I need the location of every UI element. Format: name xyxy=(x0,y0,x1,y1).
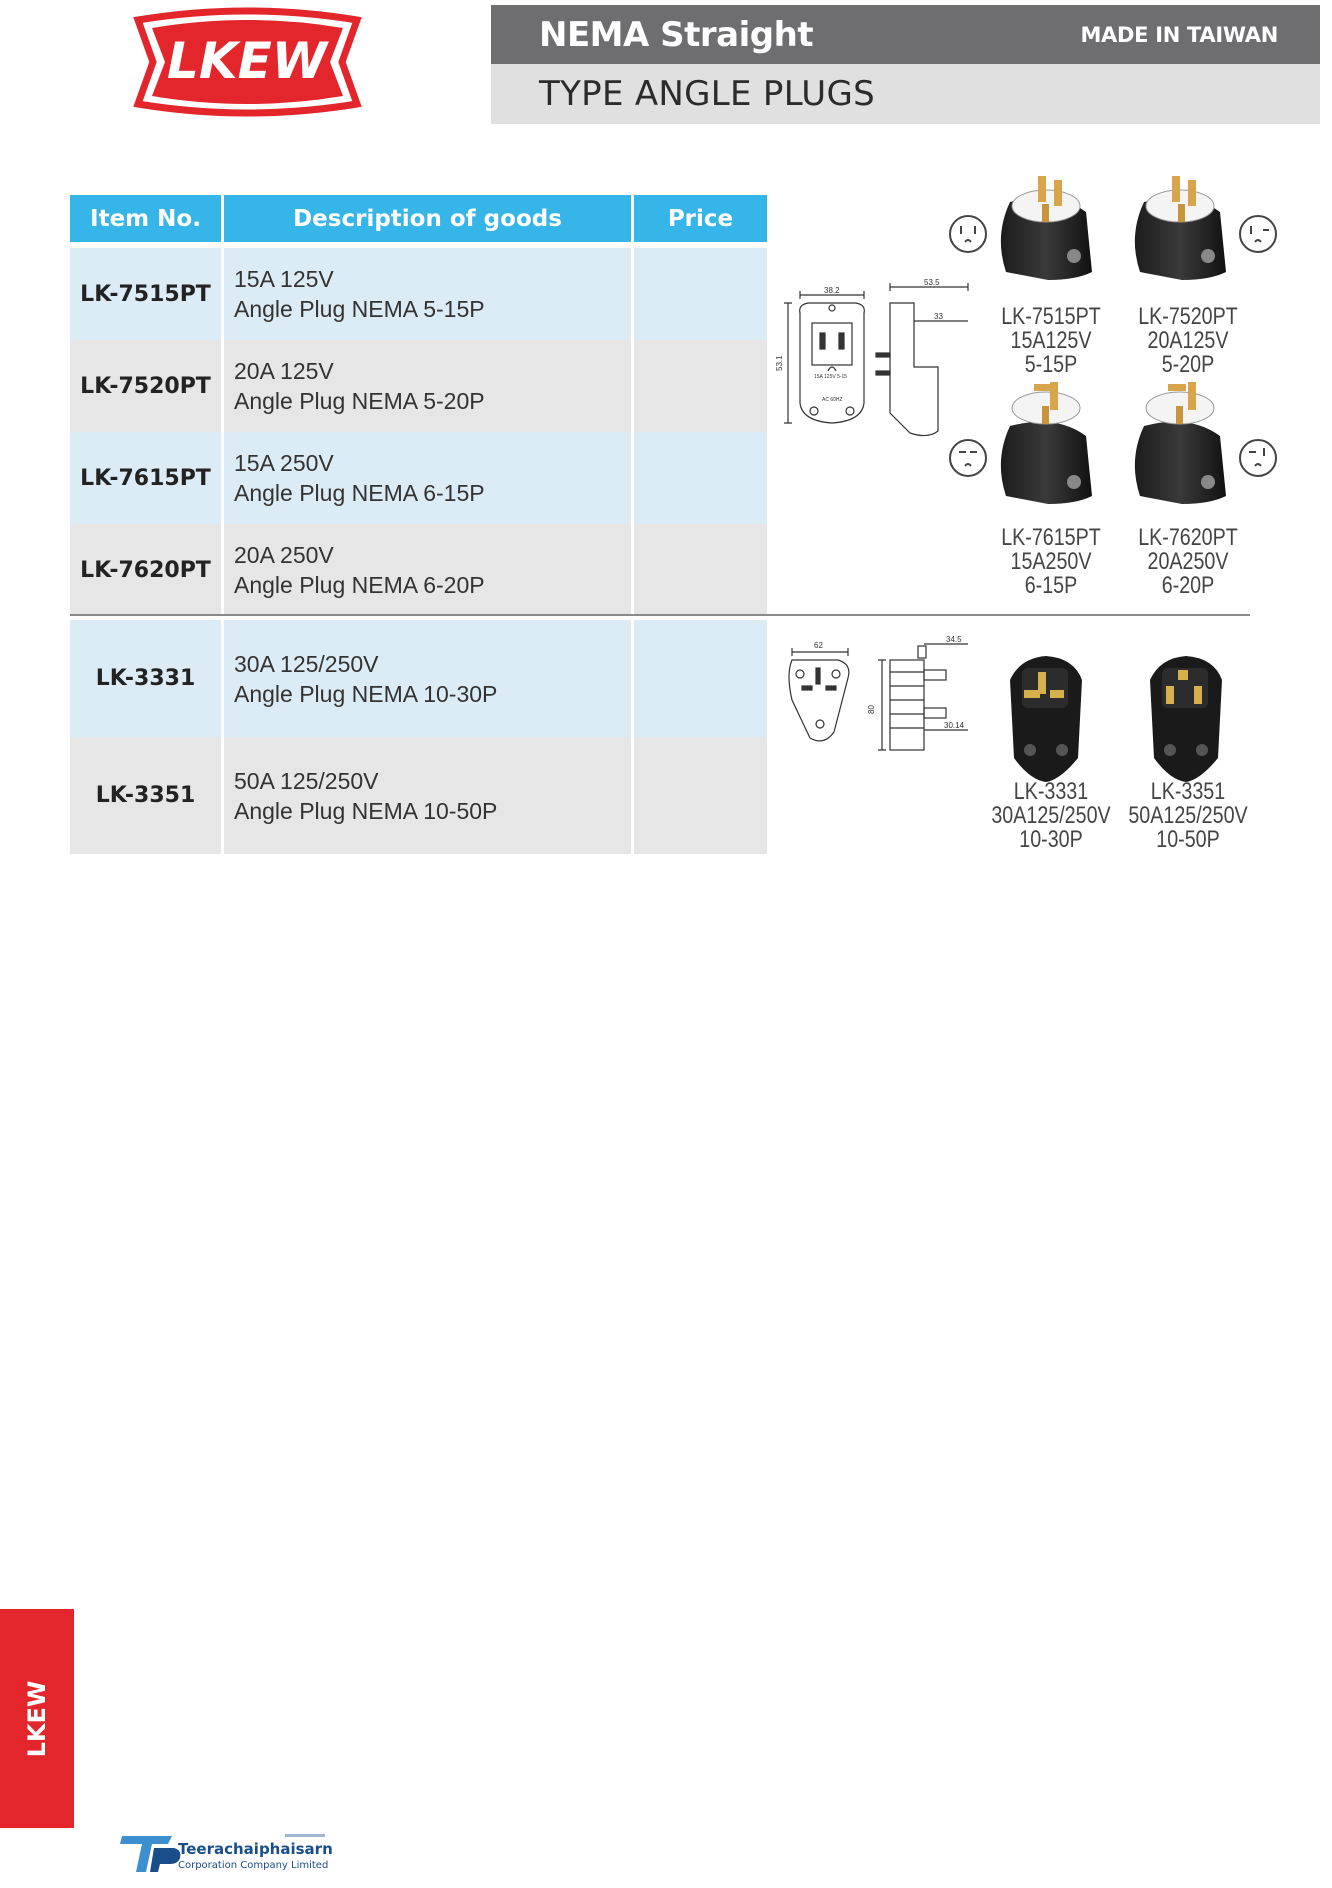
description xyxy=(224,248,634,340)
desc-type: Angle Plug NEMA 6-15P xyxy=(234,480,485,506)
plug-7615pt-image xyxy=(1001,382,1092,504)
dim-height: 53.1 xyxy=(775,355,784,371)
col-description: Description of goods xyxy=(224,195,634,242)
header-title: NEMA Straight xyxy=(539,14,814,55)
table-row xyxy=(70,737,770,854)
logo-text: LKEW xyxy=(167,32,327,90)
item-no: LK-3331 xyxy=(70,620,224,737)
dim-blade: 30.14 xyxy=(944,721,965,730)
plug-7620pt-image xyxy=(1135,382,1226,504)
price xyxy=(634,620,770,737)
plug-7515pt-image xyxy=(1001,176,1092,280)
caption-7620pt xyxy=(1127,526,1250,598)
desc-rating: 20A 250V xyxy=(234,542,334,568)
plug-3351-image xyxy=(1150,656,1222,782)
header-subtitle: TYPE ANGLE PLUGS xyxy=(539,74,875,114)
item-no: LK-7620PT xyxy=(70,524,224,616)
description xyxy=(224,340,634,432)
caption-3351 xyxy=(1127,780,1250,852)
dim-length: 53.5 xyxy=(924,278,940,287)
table-row xyxy=(70,524,770,616)
caption-nema: 5-15P xyxy=(1024,351,1078,378)
desc-type: Angle Plug NEMA 10-50P xyxy=(234,797,498,824)
caption-model: LK-7520PT xyxy=(1138,303,1238,330)
desc-type: Angle Plug NEMA 6-20P xyxy=(234,572,485,598)
price xyxy=(634,340,770,432)
footer-company-name: Teerachaiphaisarn xyxy=(178,1840,333,1858)
caption-nema: 6-15P xyxy=(1024,572,1078,599)
table-row xyxy=(70,432,770,524)
desc-type: Angle Plug NEMA 10-30P xyxy=(234,680,498,707)
dim-depth: 33 xyxy=(934,312,943,321)
description xyxy=(224,432,634,524)
section-divider xyxy=(70,614,1250,616)
item-no: LK-7515PT xyxy=(70,248,224,340)
price xyxy=(634,737,770,854)
dimension-drawing-3300 xyxy=(778,630,988,760)
price xyxy=(634,524,770,616)
caption-nema: 6-20P xyxy=(1161,572,1215,599)
caption-rating: 15A125V xyxy=(1010,327,1092,354)
footer-company-sub: Corporation Company Limited xyxy=(178,1860,329,1871)
desc-rating: 30A 125/250V xyxy=(234,650,379,677)
desc-rating: 20A 125V xyxy=(234,358,334,384)
item-no: LK-7520PT xyxy=(70,340,224,432)
side-brand-tab xyxy=(0,1609,74,1828)
table-row xyxy=(70,248,770,340)
receptacle-6-20-icon xyxy=(1240,440,1276,476)
bottom-text: AC 60HZ xyxy=(822,397,843,403)
price xyxy=(634,432,770,524)
caption-model: LK-7515PT xyxy=(1001,303,1101,330)
receptacle-5-15-icon xyxy=(950,216,986,252)
description xyxy=(224,524,634,616)
header-bar xyxy=(491,5,1320,64)
caption-model: LK-3351 xyxy=(1150,778,1226,805)
caption-model: LK-7615PT xyxy=(1001,524,1101,551)
receptacle-5-20-icon xyxy=(1240,216,1276,252)
caption-rating: 20A125V xyxy=(1147,327,1229,354)
dim-height: 80 xyxy=(867,705,876,714)
caption-7615pt xyxy=(990,526,1113,598)
caption-7520pt xyxy=(1127,305,1250,377)
product-table xyxy=(70,195,770,854)
lkew-logo xyxy=(130,8,365,116)
table-header xyxy=(70,195,770,242)
receptacle-6-15-icon xyxy=(950,440,986,476)
caption-7515pt xyxy=(990,305,1113,377)
description xyxy=(224,737,634,854)
desc-rating: 15A 125V xyxy=(234,266,334,292)
dim-width: 38.2 xyxy=(824,286,840,295)
dim-depth: 34.5 xyxy=(946,635,962,644)
caption-nema: 10-50P xyxy=(1156,826,1220,853)
desc-rating: 50A 125/250V xyxy=(234,767,379,794)
header-origin: MADE IN TAIWAN xyxy=(1080,22,1278,47)
caption-rating: 15A250V xyxy=(1010,548,1092,575)
description xyxy=(224,620,634,737)
desc-type: Angle Plug NEMA 5-15P xyxy=(234,296,485,322)
caption-rating: 30A125/250V xyxy=(991,802,1111,829)
caption-model: LK-7620PT xyxy=(1138,524,1238,551)
col-price: Price xyxy=(634,195,770,242)
caption-nema: 10-30P xyxy=(1019,826,1083,853)
caption-rating: 20A250V xyxy=(1147,548,1229,575)
side-tab-label: LKEW xyxy=(23,1680,51,1757)
price xyxy=(634,248,770,340)
caption-model: LK-3331 xyxy=(1013,778,1089,805)
caption-3331 xyxy=(990,780,1113,852)
table-row xyxy=(70,340,770,432)
plug-3331-image xyxy=(1010,656,1082,782)
plug-7520pt-image xyxy=(1135,176,1226,280)
col-item-no: Item No. xyxy=(70,195,224,242)
subheader-bar xyxy=(491,64,1320,124)
caption-nema: 5-20P xyxy=(1161,351,1215,378)
desc-rating: 15A 250V xyxy=(234,450,334,476)
caption-rating: 50A125/250V xyxy=(1128,802,1248,829)
item-no: LK-3351 xyxy=(70,737,224,854)
face-text: 15A 125V 5-15 xyxy=(814,374,848,380)
item-no: LK-7615PT xyxy=(70,432,224,524)
dim-width: 62 xyxy=(814,641,823,650)
table-row xyxy=(70,620,770,737)
desc-type: Angle Plug NEMA 5-20P xyxy=(234,388,485,414)
product-photos-30-50a xyxy=(1000,650,1270,790)
